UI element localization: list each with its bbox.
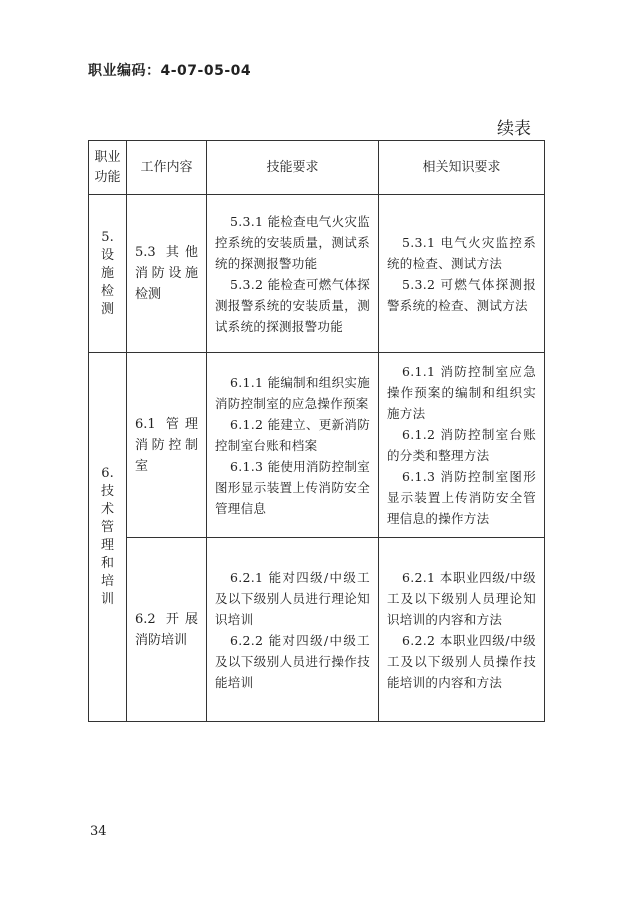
occupation-code: 职业编码：4-07-05-04	[88, 63, 252, 79]
knowledge-cell: 6.1.1 消防控制室应急操作预案的编制和组织实施方法 6.1.2 消防控制室台账的分类和整理方法 6.1.3 消防控制室图形显示装置上传消防安全管理信息的操作方法	[379, 353, 545, 538]
header-function: 职业功能	[89, 141, 127, 195]
work-cell: 5.3 其他消防设施检测	[127, 195, 207, 353]
skills-cell: 6.1.1 能编制和组织实施消防控制室的应急操作预案 6.1.2 能建立、更新消防控制室台账和档案 6.1.3 能使用消防控制室图形显示装置上传消防安全管理信息	[207, 353, 379, 538]
function-cell: 6. 技 术 管 理 和 培 训	[89, 353, 127, 722]
knowledge-cell: 5.3.1 电气火灾监控系统的检查、测试方法 5.3.2 可燃气体探测报警系统的检查、测试方法	[379, 195, 545, 353]
skills-cell: 5.3.1 能检查电气火灾监控系统的安装质量，测试系统的探测报警功能 5.3.2 能检查可燃气体探测报警系统的安装质量，测试系统的探测报警功能	[207, 195, 379, 353]
header-skills: 技能要求	[207, 141, 379, 195]
header-work: 工作内容	[127, 141, 207, 195]
skills-table	[88, 140, 545, 722]
skills-cell: 6.2.1 能对四级/中级工及以下级别人员进行理论知识培训 6.2.2 能对四级/中级工及以下级别人员进行操作技能培训	[207, 538, 379, 722]
table-row	[89, 353, 545, 538]
continued-label: 续表	[497, 119, 531, 139]
table-header-row	[89, 141, 545, 195]
knowledge-cell: 6.2.1 本职业四级/中级工及以下级别人员理论知识培训的内容和方法 6.2.2 本职业四级/中级工及以下级别人员操作技能培训的内容和方法	[379, 538, 545, 722]
header-knowledge: 相关知识要求	[379, 141, 545, 195]
page-number: 34	[90, 824, 107, 839]
function-cell: 5. 设 施 检 测	[89, 195, 127, 353]
work-cell: 6.1 管理消防控制室	[127, 353, 207, 538]
table-row	[89, 538, 545, 722]
work-cell: 6.2 开展消防培训	[127, 538, 207, 722]
table-row	[89, 195, 545, 353]
